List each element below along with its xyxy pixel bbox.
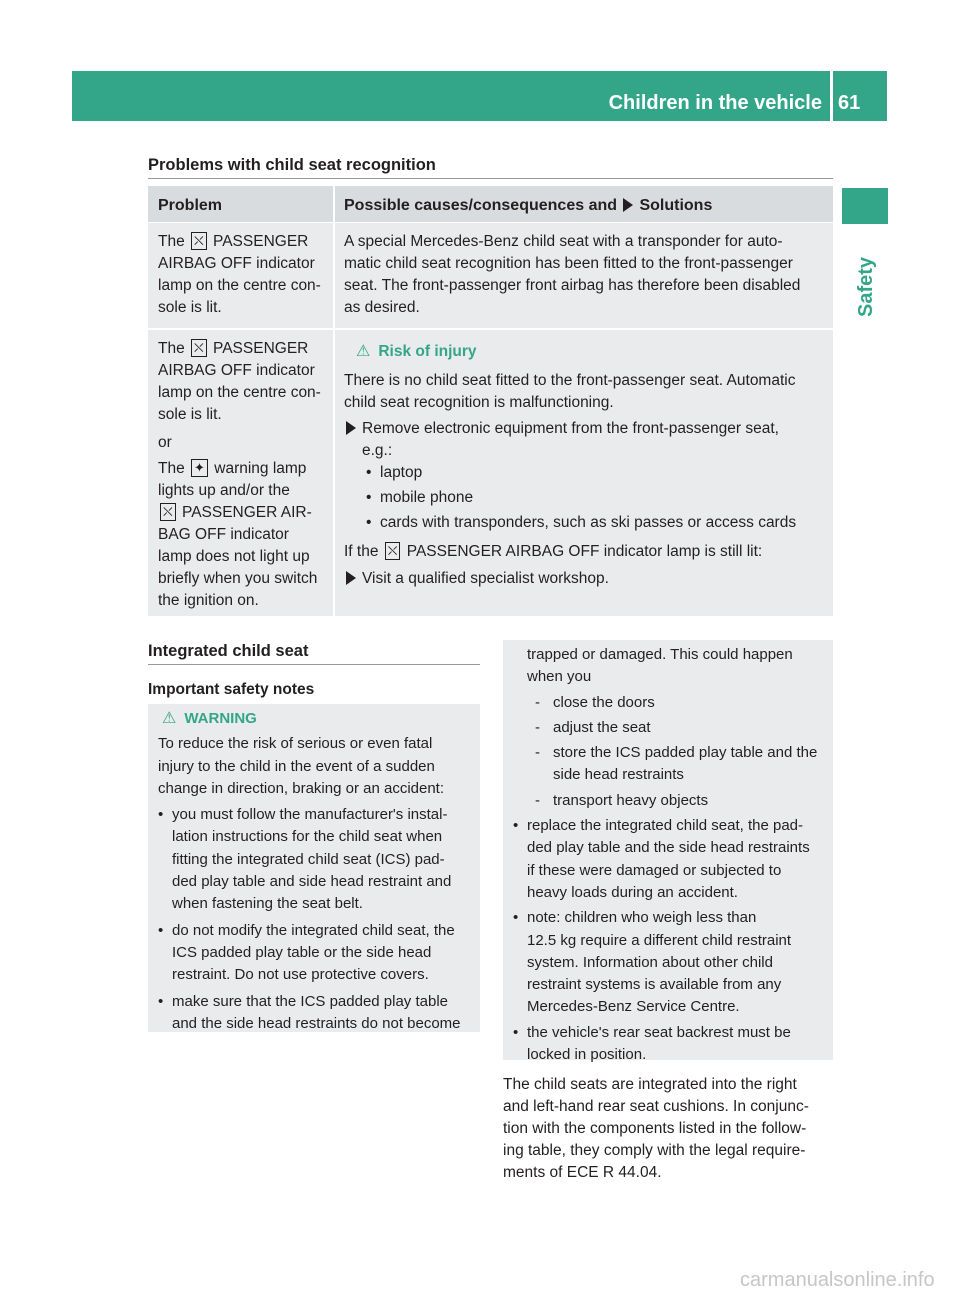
step-arrow-icon <box>623 198 633 212</box>
passenger-airbag-off-icon: ⛌ <box>191 339 207 357</box>
section-rule <box>148 664 480 665</box>
list-item: - close the doors <box>513 692 829 714</box>
watermark-logo: carmanualsonline.info <box>740 1269 935 1291</box>
page-number: 61 <box>838 92 861 114</box>
passenger-airbag-off-icon: ⛌ <box>385 542 401 560</box>
passenger-airbag-off-icon: ⛌ <box>160 503 176 521</box>
list-item: • you must follow the manufacturer's instal- lation instructions for the child seat when fitting the integrated child seat (ICS) pad- ded play table and side head restraint and when fastening the seat belt. <box>158 804 476 915</box>
header-separator <box>830 71 833 121</box>
list-item: - adjust the seat <box>513 717 829 739</box>
list-item: • replace the integrated child seat, the pad- ded play table and the side head restraints if these were damaged or subjected to heavy loads during an accident. <box>513 815 829 904</box>
row1-solution: A special Mercedes-Benz child seat with a transponder for auto- matic child seat recognition has been fitted to the front-passenger seat. The front-passenger front airbag has therefore been disabled as desired. <box>344 233 801 316</box>
row2-solution: ⚠ Risk of injury There is no child seat fitted to the front-passenger seat. Automatic child seat recognition is malfunctioning. Remove electronic equipment from the front-passenger seat, e.g.: • laptop • mobile phone • cards with transponders, such as ski passes or access cards If the ⛌ PASSENGER AIRBAG OFF indicator lamp is still lit: Visit a qualified specialist workshop. <box>344 341 830 590</box>
warning-content-right: trapped or damaged. This could happen when you - close the doors - adjust the seat - store the ICS padded play table and the side head restraints - transport heavy objects • replace the integrated child seat, the pad- ded play table and the side head restraints if these were damaged or subjected to heavy loads during an accident. • note: children who weigh less than 12.5 kg require a different child restraint system. Information about other child restraint systems is available from any Mercedes-Benz Service Centre. • the vehicle's rear seat backrest must be locked in position. <box>513 644 829 1066</box>
chapter-title: Children in the vehicle <box>608 92 822 114</box>
column-header-solutions: Possible causes/consequences and Solutions <box>344 197 713 214</box>
column-header-problem: Problem <box>158 197 223 214</box>
list-item: - store the ICS padded play table and the side head restraints <box>513 742 829 787</box>
list-item: • the vehicle's rear seat backrest must be locked in position. <box>513 1022 829 1067</box>
body-paragraph: The child seats are integrated into the right and left-hand rear seat cushions. In conjunc- tion with the components listed in the follow- ing table, they comply with the legal require- ments of ECE R 44.04. <box>503 1076 809 1181</box>
srs-warning-icon: ✦ <box>191 459 208 477</box>
section-title-problems: Problems with child seat recognition <box>148 156 436 174</box>
passenger-airbag-off-icon: ⛌ <box>191 232 207 250</box>
column-divider <box>333 186 335 616</box>
step-arrow-icon <box>346 421 356 435</box>
list-item: • note: children who weigh less than 12.5 kg require a different child restraint system. Information about other child restraint systems is available from any Mercedes-Benz Service Centre. <box>513 907 829 1018</box>
warning-content-left: ⚠ WARNING To reduce the risk of serious or even fatal injury to the child in the event of a sudden change in direction, braking or an accident: • you must follow the manufacturer's instal- lation instructions for the child seat when fitting the integrated child seat (ICS) pad- ded play table and side head restraint and when fastening the seat belt. • do not modify the integrated child seat, the ICS padded play table or the side head restraint. Do not use protective covers. • make sure that the ICS padded play table and the side head restraints do not become <box>158 708 476 1035</box>
warning-triangle-icon: ⚠ <box>162 710 177 727</box>
section-side-label: Safety <box>855 256 877 318</box>
section-rule <box>148 178 833 179</box>
warning-triangle-icon: ⚠ <box>356 343 371 360</box>
list-item: • make sure that the ICS padded play table and the side head restraints do not become <box>158 991 476 1036</box>
list-item: - transport heavy objects <box>513 790 829 812</box>
row1-problem: The ⛌ PASSENGER AIRBAG OFF indicator lamp on the centre con- sole is lit. <box>158 233 321 316</box>
row2-problem: The ⛌ PASSENGER AIRBAG OFF indicator lamp on the centre con- sole is lit. or The ✦ warning lamp lights up and/or the ⛌ PASSENGER AIR- BAG OFF indicator lamp does not light up briefly when you switch the ignition on. <box>158 340 321 609</box>
list-item: • do not modify the integrated child seat, the ICS padded play table or the side head restraint. Do not use protective covers. <box>158 920 476 987</box>
section-title-integrated: Integrated child seat <box>148 642 309 660</box>
subsection-title: Important safety notes <box>148 681 315 698</box>
section-tab <box>842 188 888 224</box>
step-arrow-icon <box>346 571 356 585</box>
